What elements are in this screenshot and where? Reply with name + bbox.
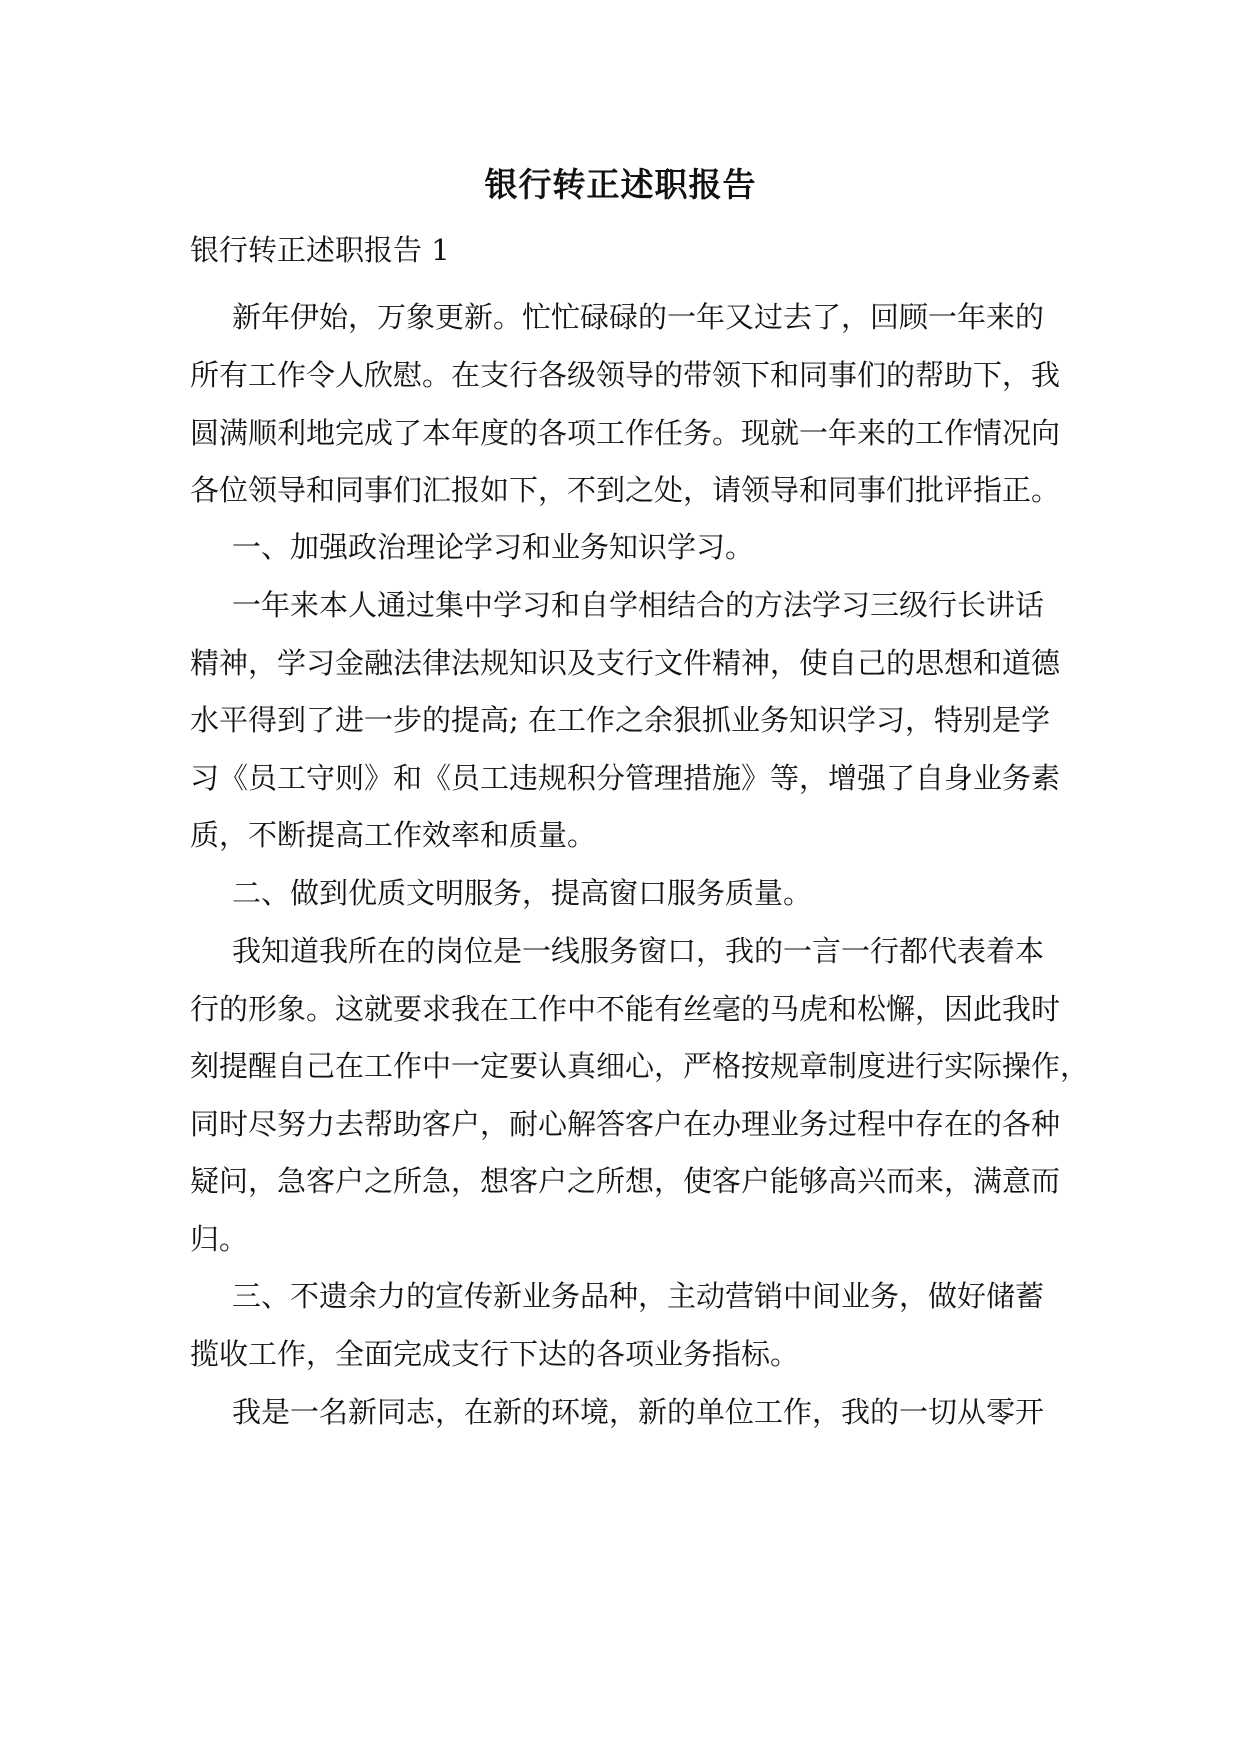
paragraph-line: 一年来本人通过集中学习和自学相结合的方法学习三级行长讲话 (232, 588, 1045, 622)
document-title: 银行转正述职报告 (484, 165, 757, 204)
paragraph-line: 刻提醒自己在工作中一定要认真细心，严格按规章制度进行实际操作， (190, 1049, 1090, 1083)
paragraph-line: 同时尽努力去帮助客户，耐心解答客户在办理业务过程中存在的各种 (190, 1107, 1061, 1141)
section-heading: 二、做到优质文明服务，提高窗口服务质量。 (232, 876, 813, 910)
section-heading: 一、加强政治理论学习和业务知识学习。 (232, 530, 755, 564)
paragraph-line: 行的形象。这就要求我在工作中不能有丝毫的马虎和松懈，因此我时 (190, 992, 1061, 1026)
paragraph-line: 圆满顺利地完成了本年度的各项工作任务。现就一年来的工作情况向 (190, 416, 1061, 450)
paragraph-line: 习《员工守则》和《员工违规积分管理措施》等，增强了自身业务素 (190, 761, 1061, 795)
document-subtitle: 银行转正述职报告 1 (190, 233, 450, 267)
section-heading-continuation: 揽收工作，全面完成支行下达的各项业务指标。 (190, 1337, 800, 1371)
paragraph-line: 水平得到了进一步的提高; 在工作之余狠抓业务知识学习，特别是学 (190, 703, 1050, 737)
section-heading: 三、不遗余力的宣传新业务品种，主动营销中间业务，做好储蓄 (232, 1279, 1045, 1313)
paragraph-line: 新年伊始，万象更新。忙忙碌碌的一年又过去了，回顾一年来的 (232, 300, 1045, 334)
paragraph-line: 各位领导和同事们汇报如下，不到之处，请领导和同事们批评指正。 (190, 473, 1061, 507)
paragraph-line: 精神，学习金融法律法规知识及支行文件精神，使自己的思想和道德 (190, 646, 1061, 680)
paragraph-line: 所有工作令人欣慰。在支行各级领导的带领下和同事们的帮助下，我 (190, 358, 1061, 392)
paragraph-line: 归。 (190, 1222, 249, 1256)
paragraph-line: 我是一名新同志，在新的环境，新的单位工作，我的一切从零开 (232, 1395, 1045, 1429)
paragraph-line: 我知道我所在的岗位是一线服务窗口，我的一言一行都代表着本 (232, 934, 1045, 968)
paragraph-line: 质，不断提高工作效率和质量。 (190, 818, 597, 852)
paragraph-line: 疑问，急客户之所急，想客户之所想，使客户能够高兴而来，满意而 (190, 1164, 1061, 1198)
